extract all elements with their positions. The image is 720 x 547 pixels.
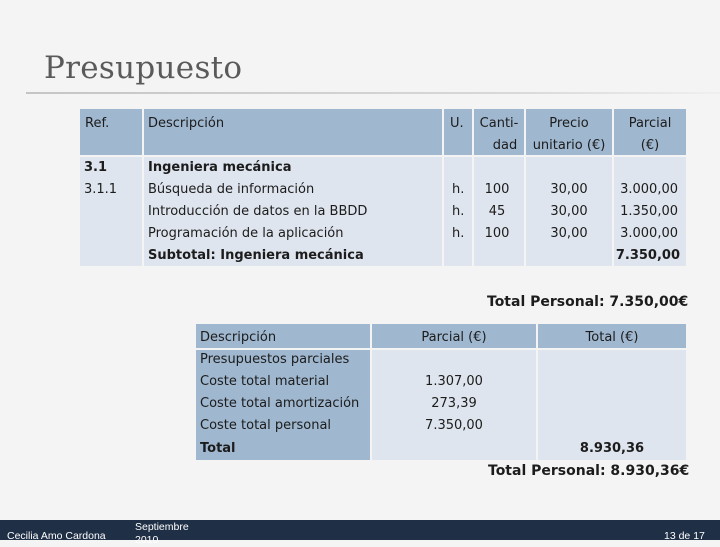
row-description: Introducción de datos en la BBDD [148, 204, 368, 219]
header-unit-price-line2: unitario (€) [532, 138, 606, 153]
header-unit-price-line1: Precio [549, 116, 589, 131]
title-divider [26, 92, 720, 94]
row-partial: 1.350,00 [620, 204, 678, 219]
summary-row-description: Coste total amortización [200, 396, 360, 411]
row-unit-price: 30,00 [550, 182, 588, 197]
row-quantity: 100 [484, 182, 510, 197]
footer-page-number: 13 de 17 [664, 530, 705, 542]
total-personal-label: Total Personal: 7.350,00€ [487, 294, 689, 310]
row-ref: 3.1.1 [84, 182, 118, 197]
summary-header-partial-text: Parcial (€) [421, 330, 487, 345]
summary-row-partial: 7.350,00 [425, 418, 483, 433]
grand-total-label: Total Personal: 8.930,36€ [488, 463, 690, 479]
row-unit: h. [452, 226, 465, 241]
row-unit-price: 30,00 [550, 204, 588, 219]
summary-row-description: Coste total personal [200, 418, 332, 433]
slide-title: Presupuesto [44, 50, 243, 86]
row-description: Búsqueda de información [148, 182, 315, 197]
row-quantity: 45 [488, 204, 506, 219]
row-description: Ingeniera mecánica [148, 160, 292, 175]
row-partial: 3.000,00 [620, 226, 678, 241]
summary-row-description: Coste total material [200, 374, 330, 389]
header-partial-line1: Parcial [628, 116, 672, 131]
row-unit-price: 30,00 [550, 226, 588, 241]
footer-author: Cecilia Amo Cardona [7, 530, 106, 542]
header-quantity-line2: dad [492, 138, 518, 153]
row-description: Programación de la aplicación [148, 226, 344, 241]
summary-header-total-text: Total (€) [585, 330, 639, 345]
summary-row-partial: 273,39 [431, 396, 477, 411]
row-partial: 7.350,00 [615, 248, 680, 263]
summary-row-description: Presupuestos parciales [200, 352, 350, 367]
header-description: Descripción [148, 116, 225, 131]
summary-row-partial: 1.307,00 [425, 374, 483, 389]
summary-row-total: 8.930,36 [579, 441, 645, 456]
summary-row-description: Total [200, 441, 236, 456]
header-unit: U. [450, 116, 464, 131]
row-description: Subtotal: Ingeniera mecánica [148, 248, 364, 263]
footer-date: Septiembre 2010 [135, 521, 189, 546]
row-unit: h. [452, 182, 465, 197]
row-ref: 3.1 [84, 160, 108, 175]
row-unit: h. [452, 204, 465, 219]
header-ref: Ref. [85, 116, 110, 131]
header-partial-line2: (€) [640, 138, 660, 153]
row-partial: 3.000,00 [620, 182, 678, 197]
summary-header-description-text: Descripción [200, 330, 277, 345]
header-quantity-line1: Canti- [479, 116, 519, 131]
footer-bar [0, 520, 720, 540]
row-quantity: 100 [484, 226, 510, 241]
